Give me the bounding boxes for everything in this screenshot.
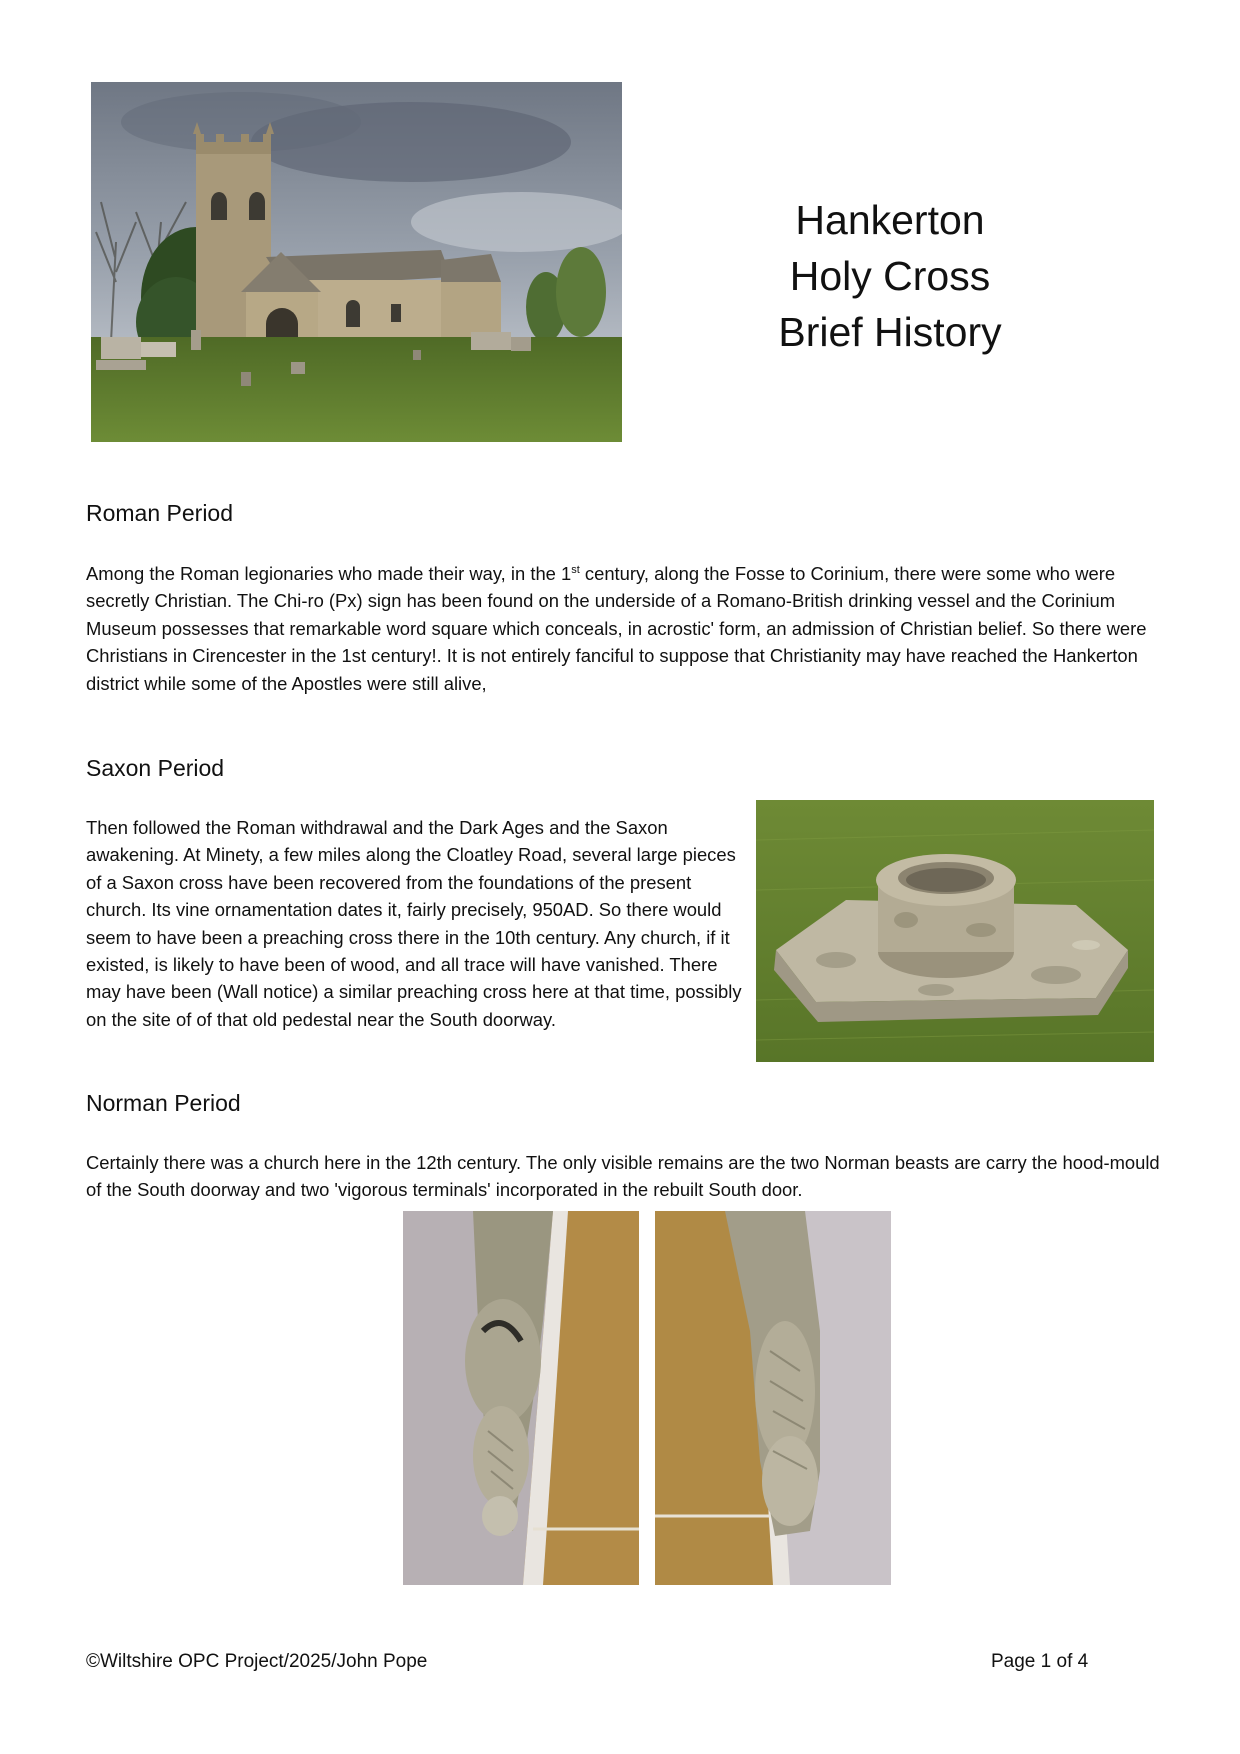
pedestal-photo xyxy=(756,800,1154,1062)
footer-copyright: ©Wiltshire OPC Project/2025/John Pope xyxy=(86,1651,428,1672)
roman-text-part-2: century, along the Fosse to Corinium, there were some who were secretly Christian. The Chi-ro (Px) sign has been found on the underside of a Romano-British drinking vessel and the Corinium Museum possesses that remarkable word square which conceals, in acrostic' form, an admission of Christian belief. So there were Christians in Cirencester in the 1st century!. It is not entirely fanciful to suppose that Christianity may have reached the Hankerton district while some of the Apostles were still alive, xyxy=(86,563,1147,694)
title-line-2: Holy Cross xyxy=(789,253,991,299)
saxon-period-heading: Saxon Period xyxy=(86,755,225,781)
title-line-3: Brief History xyxy=(778,309,1002,355)
roman-text-superscript: st xyxy=(571,563,580,576)
roman-text-part-1: Among the Roman legionaries who made their way, in the 1 xyxy=(86,563,572,584)
norman-period-heading: Norman Period xyxy=(86,1090,241,1116)
norman-period-text: Certainly there was a church here in the 12th century. The only visible remains are the two Norman beasts are carry the hood-mould of the South doorway and two 'vigorous terminals' incorporated in the rebuilt South door. xyxy=(86,1152,1160,1201)
norman-beast-left-photo xyxy=(403,1211,639,1585)
saxon-period-text: Then followed the Roman withdrawal and the Dark Ages and the Saxon awakening. At Minety, a few miles along the Cloatley Road, several large pieces of a Saxon cross have been recovered from the foundations of the present church. Its vine ornamentation dates it, fairly precisely, 950AD. So there would seem to have been a preaching cross there in the 10th century. Any church, if it existed, is likely to have been of wood, and all trace will have vanished. There may have been (Wall notice) a similar preaching cross here at that time, possibly on the site of of that old pedestal near the South doorway. xyxy=(86,817,742,1030)
footer-page-number: Page 1 of 4 xyxy=(991,1651,1089,1672)
roman-period-text xyxy=(86,560,1154,697)
church-photo xyxy=(91,82,622,442)
title-line-1: Hankerton xyxy=(795,197,985,243)
roman-period-heading: Roman Period xyxy=(86,500,234,526)
norman-beast-right-photo xyxy=(655,1211,891,1585)
page-title xyxy=(720,192,1060,360)
